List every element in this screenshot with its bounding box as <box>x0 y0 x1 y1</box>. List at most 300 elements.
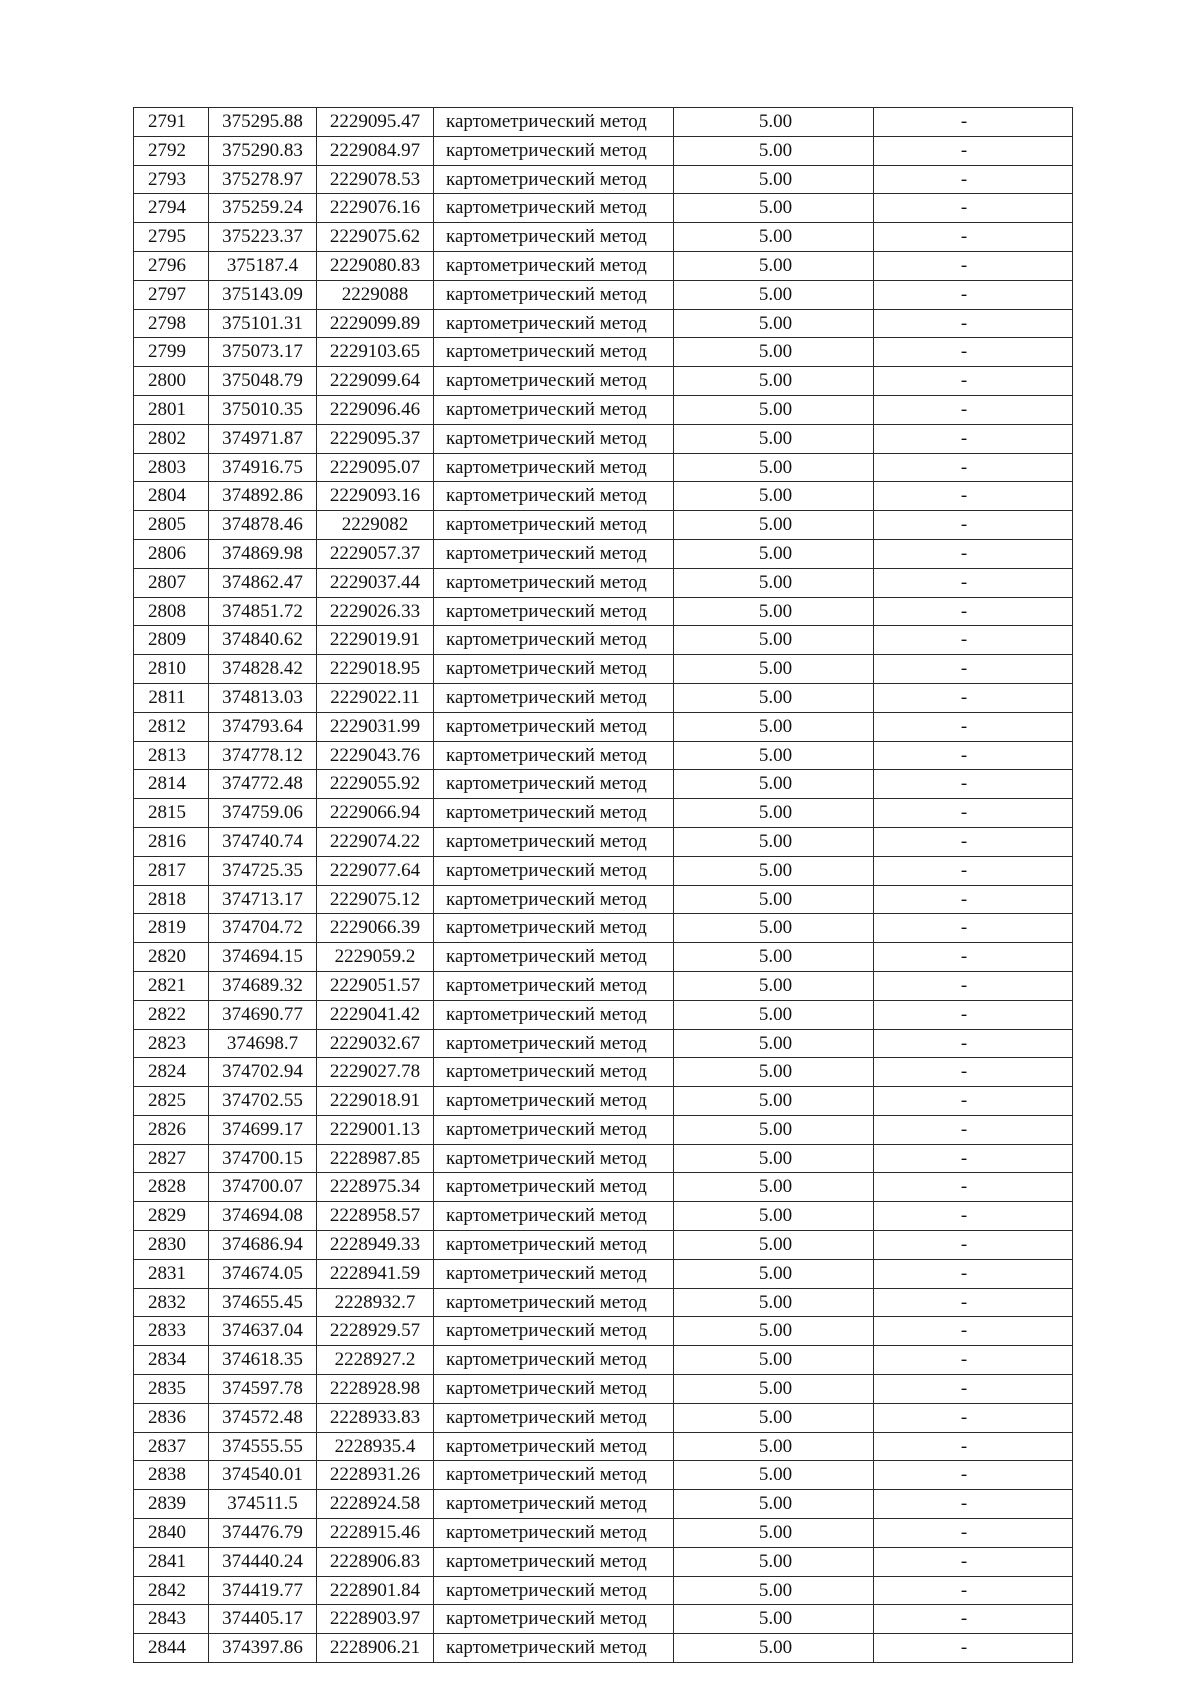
accuracy-cell: 5.00 <box>674 1087 874 1116</box>
point-number-cell: 2826 <box>134 1115 209 1144</box>
table-row <box>134 683 1073 712</box>
x-coordinate-cell: 375278.97 <box>209 165 317 194</box>
y-coordinate-cell: 2228906.21 <box>317 1634 434 1663</box>
method-cell: картометрический метод <box>434 539 674 568</box>
method-cell: картометрический метод <box>434 309 674 338</box>
y-coordinate-cell: 2229095.47 <box>317 108 434 137</box>
point-number-cell: 2841 <box>134 1547 209 1576</box>
method-cell: картометрический метод <box>434 712 674 741</box>
method-cell: картометрический метод <box>434 165 674 194</box>
accuracy-cell: 5.00 <box>674 1461 874 1490</box>
x-coordinate-cell: 374772.48 <box>209 770 317 799</box>
accuracy-cell: 5.00 <box>674 482 874 511</box>
description-cell: - <box>874 1231 1073 1260</box>
y-coordinate-cell: 2228949.33 <box>317 1231 434 1260</box>
point-number-cell: 2816 <box>134 827 209 856</box>
accuracy-cell: 5.00 <box>674 1403 874 1432</box>
y-coordinate-cell: 2228935.4 <box>317 1432 434 1461</box>
coordinates-table-body <box>134 108 1073 1663</box>
description-cell: - <box>874 1259 1073 1288</box>
accuracy-cell: 5.00 <box>674 1202 874 1231</box>
description-cell: - <box>874 165 1073 194</box>
x-coordinate-cell: 374694.08 <box>209 1202 317 1231</box>
method-cell: картометрический метод <box>434 626 674 655</box>
table-row <box>134 424 1073 453</box>
y-coordinate-cell: 2229055.92 <box>317 770 434 799</box>
point-number-cell: 2808 <box>134 597 209 626</box>
accuracy-cell: 5.00 <box>674 1259 874 1288</box>
description-cell: - <box>874 741 1073 770</box>
description-cell: - <box>874 856 1073 885</box>
point-number-cell: 2811 <box>134 683 209 712</box>
description-cell: - <box>874 424 1073 453</box>
point-number-cell: 2832 <box>134 1288 209 1317</box>
method-cell: картометрический метод <box>434 482 674 511</box>
y-coordinate-cell: 2229059.2 <box>317 943 434 972</box>
y-coordinate-cell: 2229057.37 <box>317 539 434 568</box>
accuracy-cell: 5.00 <box>674 626 874 655</box>
y-coordinate-cell: 2229018.91 <box>317 1087 434 1116</box>
description-cell: - <box>874 626 1073 655</box>
method-cell: картометрический метод <box>434 741 674 770</box>
table-row <box>134 511 1073 540</box>
point-number-cell: 2828 <box>134 1173 209 1202</box>
description-cell: - <box>874 943 1073 972</box>
y-coordinate-cell: 2229041.42 <box>317 1000 434 1029</box>
point-number-cell: 2817 <box>134 856 209 885</box>
point-number-cell: 2796 <box>134 251 209 280</box>
description-cell: - <box>874 395 1073 424</box>
table-row <box>134 136 1073 165</box>
table-row <box>134 712 1073 741</box>
point-number-cell: 2820 <box>134 943 209 972</box>
method-cell: картометрический метод <box>434 1029 674 1058</box>
y-coordinate-cell: 2229095.37 <box>317 424 434 453</box>
y-coordinate-cell: 2229080.83 <box>317 251 434 280</box>
accuracy-cell: 5.00 <box>674 395 874 424</box>
description-cell: - <box>874 1576 1073 1605</box>
x-coordinate-cell: 374690.77 <box>209 1000 317 1029</box>
table-row <box>134 741 1073 770</box>
table-row <box>134 338 1073 367</box>
y-coordinate-cell: 2229082 <box>317 511 434 540</box>
x-coordinate-cell: 375290.83 <box>209 136 317 165</box>
method-cell: картометрический метод <box>434 453 674 482</box>
method-cell: картометрический метод <box>434 1375 674 1404</box>
description-cell: - <box>874 108 1073 137</box>
point-number-cell: 2810 <box>134 655 209 684</box>
method-cell: картометрический метод <box>434 1403 674 1432</box>
accuracy-cell: 5.00 <box>674 453 874 482</box>
description-cell: - <box>874 1317 1073 1346</box>
x-coordinate-cell: 374555.55 <box>209 1432 317 1461</box>
point-number-cell: 2838 <box>134 1461 209 1490</box>
description-cell: - <box>874 1375 1073 1404</box>
point-number-cell: 2793 <box>134 165 209 194</box>
accuracy-cell: 5.00 <box>674 367 874 396</box>
method-cell: картометрический метод <box>434 194 674 223</box>
method-cell: картометрический метод <box>434 914 674 943</box>
method-cell: картометрический метод <box>434 1058 674 1087</box>
accuracy-cell: 5.00 <box>674 770 874 799</box>
point-number-cell: 2829 <box>134 1202 209 1231</box>
accuracy-cell: 5.00 <box>674 309 874 338</box>
description-cell: - <box>874 194 1073 223</box>
y-coordinate-cell: 2228906.83 <box>317 1547 434 1576</box>
accuracy-cell: 5.00 <box>674 1634 874 1663</box>
accuracy-cell: 5.00 <box>674 194 874 223</box>
accuracy-cell: 5.00 <box>674 655 874 684</box>
table-row <box>134 1605 1073 1634</box>
table-row <box>134 1432 1073 1461</box>
table-row <box>134 1634 1073 1663</box>
x-coordinate-cell: 374971.87 <box>209 424 317 453</box>
point-number-cell: 2819 <box>134 914 209 943</box>
point-number-cell: 2840 <box>134 1519 209 1548</box>
y-coordinate-cell: 2229076.16 <box>317 194 434 223</box>
description-cell: - <box>874 712 1073 741</box>
y-coordinate-cell: 2228941.59 <box>317 1259 434 1288</box>
y-coordinate-cell: 2229031.99 <box>317 712 434 741</box>
table-row <box>134 943 1073 972</box>
table-row <box>134 1144 1073 1173</box>
method-cell: картометрический метод <box>434 223 674 252</box>
point-number-cell: 2834 <box>134 1346 209 1375</box>
table-row <box>134 856 1073 885</box>
method-cell: картометрический метод <box>434 280 674 309</box>
x-coordinate-cell: 374862.47 <box>209 568 317 597</box>
table-row <box>134 1288 1073 1317</box>
y-coordinate-cell: 2229026.33 <box>317 597 434 626</box>
point-number-cell: 2807 <box>134 568 209 597</box>
y-coordinate-cell: 2229043.76 <box>317 741 434 770</box>
description-cell: - <box>874 280 1073 309</box>
table-row <box>134 223 1073 252</box>
accuracy-cell: 5.00 <box>674 1288 874 1317</box>
description-cell: - <box>874 136 1073 165</box>
x-coordinate-cell: 374828.42 <box>209 655 317 684</box>
x-coordinate-cell: 374713.17 <box>209 885 317 914</box>
method-cell: картометрический метод <box>434 799 674 828</box>
method-cell: картометрический метод <box>434 971 674 1000</box>
point-number-cell: 2830 <box>134 1231 209 1260</box>
method-cell: картометрический метод <box>434 338 674 367</box>
description-cell: - <box>874 971 1073 1000</box>
point-number-cell: 2835 <box>134 1375 209 1404</box>
accuracy-cell: 5.00 <box>674 511 874 540</box>
y-coordinate-cell: 2229103.65 <box>317 338 434 367</box>
description-cell: - <box>874 1288 1073 1317</box>
accuracy-cell: 5.00 <box>674 943 874 972</box>
accuracy-cell: 5.00 <box>674 1058 874 1087</box>
x-coordinate-cell: 375073.17 <box>209 338 317 367</box>
table-row <box>134 1519 1073 1548</box>
y-coordinate-cell: 2229077.64 <box>317 856 434 885</box>
method-cell: картометрический метод <box>434 1202 674 1231</box>
method-cell: картометрический метод <box>434 511 674 540</box>
point-number-cell: 2839 <box>134 1490 209 1519</box>
description-cell: - <box>874 1029 1073 1058</box>
x-coordinate-cell: 374778.12 <box>209 741 317 770</box>
x-coordinate-cell: 375295.88 <box>209 108 317 137</box>
x-coordinate-cell: 374700.07 <box>209 1173 317 1202</box>
table-row <box>134 280 1073 309</box>
method-cell: картометрический метод <box>434 568 674 597</box>
description-cell: - <box>874 309 1073 338</box>
description-cell: - <box>874 539 1073 568</box>
method-cell: картометрический метод <box>434 683 674 712</box>
description-cell: - <box>874 683 1073 712</box>
description-cell: - <box>874 914 1073 943</box>
y-coordinate-cell: 2228932.7 <box>317 1288 434 1317</box>
description-cell: - <box>874 482 1073 511</box>
y-coordinate-cell: 2229075.12 <box>317 885 434 914</box>
description-cell: - <box>874 1000 1073 1029</box>
coordinates-table <box>133 107 1073 1663</box>
y-coordinate-cell: 2229096.46 <box>317 395 434 424</box>
x-coordinate-cell: 374813.03 <box>209 683 317 712</box>
y-coordinate-cell: 2228901.84 <box>317 1576 434 1605</box>
method-cell: картометрический метод <box>434 395 674 424</box>
y-coordinate-cell: 2229095.07 <box>317 453 434 482</box>
point-number-cell: 2837 <box>134 1432 209 1461</box>
point-number-cell: 2836 <box>134 1403 209 1432</box>
description-cell: - <box>874 770 1073 799</box>
method-cell: картометрический метод <box>434 1346 674 1375</box>
table-row <box>134 1259 1073 1288</box>
point-number-cell: 2803 <box>134 453 209 482</box>
x-coordinate-cell: 374597.78 <box>209 1375 317 1404</box>
y-coordinate-cell: 2229027.78 <box>317 1058 434 1087</box>
table-row <box>134 395 1073 424</box>
x-coordinate-cell: 374405.17 <box>209 1605 317 1634</box>
description-cell: - <box>874 1058 1073 1087</box>
method-cell: картометрический метод <box>434 856 674 885</box>
accuracy-cell: 5.00 <box>674 1576 874 1605</box>
table-row <box>134 1375 1073 1404</box>
table-row <box>134 1000 1073 1029</box>
y-coordinate-cell: 2229099.89 <box>317 309 434 338</box>
y-coordinate-cell: 2229093.16 <box>317 482 434 511</box>
y-coordinate-cell: 2228903.97 <box>317 1605 434 1634</box>
accuracy-cell: 5.00 <box>674 136 874 165</box>
y-coordinate-cell: 2228915.46 <box>317 1519 434 1548</box>
point-number-cell: 2798 <box>134 309 209 338</box>
description-cell: - <box>874 1432 1073 1461</box>
x-coordinate-cell: 375048.79 <box>209 367 317 396</box>
y-coordinate-cell: 2229001.13 <box>317 1115 434 1144</box>
description-cell: - <box>874 1115 1073 1144</box>
point-number-cell: 2821 <box>134 971 209 1000</box>
point-number-cell: 2844 <box>134 1634 209 1663</box>
method-cell: картометрический метод <box>434 251 674 280</box>
point-number-cell: 2806 <box>134 539 209 568</box>
y-coordinate-cell: 2229022.11 <box>317 683 434 712</box>
y-coordinate-cell: 2228987.85 <box>317 1144 434 1173</box>
table-row <box>134 827 1073 856</box>
table-row <box>134 1576 1073 1605</box>
description-cell: - <box>874 1087 1073 1116</box>
accuracy-cell: 5.00 <box>674 1519 874 1548</box>
x-coordinate-cell: 374840.62 <box>209 626 317 655</box>
x-coordinate-cell: 374892.86 <box>209 482 317 511</box>
x-coordinate-cell: 374440.24 <box>209 1547 317 1576</box>
method-cell: картометрический метод <box>434 885 674 914</box>
table-row <box>134 1317 1073 1346</box>
point-number-cell: 2791 <box>134 108 209 137</box>
y-coordinate-cell: 2228924.58 <box>317 1490 434 1519</box>
accuracy-cell: 5.00 <box>674 597 874 626</box>
table-row <box>134 1231 1073 1260</box>
accuracy-cell: 5.00 <box>674 539 874 568</box>
table-row <box>134 194 1073 223</box>
accuracy-cell: 5.00 <box>674 1231 874 1260</box>
x-coordinate-cell: 374702.55 <box>209 1087 317 1116</box>
table-row <box>134 597 1073 626</box>
x-coordinate-cell: 375143.09 <box>209 280 317 309</box>
y-coordinate-cell: 2229051.57 <box>317 971 434 1000</box>
y-coordinate-cell: 2228933.83 <box>317 1403 434 1432</box>
table-row <box>134 1547 1073 1576</box>
x-coordinate-cell: 375187.4 <box>209 251 317 280</box>
description-cell: - <box>874 251 1073 280</box>
point-number-cell: 2818 <box>134 885 209 914</box>
accuracy-cell: 5.00 <box>674 424 874 453</box>
accuracy-cell: 5.00 <box>674 1173 874 1202</box>
x-coordinate-cell: 374916.75 <box>209 453 317 482</box>
y-coordinate-cell: 2229018.95 <box>317 655 434 684</box>
table-row <box>134 251 1073 280</box>
y-coordinate-cell: 2229032.67 <box>317 1029 434 1058</box>
point-number-cell: 2831 <box>134 1259 209 1288</box>
point-number-cell: 2794 <box>134 194 209 223</box>
method-cell: картометрический метод <box>434 597 674 626</box>
x-coordinate-cell: 374618.35 <box>209 1346 317 1375</box>
x-coordinate-cell: 375223.37 <box>209 223 317 252</box>
method-cell: картометрический метод <box>434 1605 674 1634</box>
point-number-cell: 2827 <box>134 1144 209 1173</box>
accuracy-cell: 5.00 <box>674 741 874 770</box>
table-row <box>134 971 1073 1000</box>
table-row <box>134 108 1073 137</box>
accuracy-cell: 5.00 <box>674 971 874 1000</box>
method-cell: картометрический метод <box>434 1461 674 1490</box>
table-row <box>134 1029 1073 1058</box>
table-row <box>134 1490 1073 1519</box>
accuracy-cell: 5.00 <box>674 223 874 252</box>
x-coordinate-cell: 374851.72 <box>209 597 317 626</box>
table-row <box>134 1403 1073 1432</box>
table-row <box>134 1202 1073 1231</box>
description-cell: - <box>874 885 1073 914</box>
method-cell: картометрический метод <box>434 108 674 137</box>
accuracy-cell: 5.00 <box>674 1144 874 1173</box>
y-coordinate-cell: 2228975.34 <box>317 1173 434 1202</box>
x-coordinate-cell: 374700.15 <box>209 1144 317 1173</box>
y-coordinate-cell: 2229066.39 <box>317 914 434 943</box>
method-cell: картометрический метод <box>434 367 674 396</box>
description-cell: - <box>874 1605 1073 1634</box>
accuracy-cell: 5.00 <box>674 885 874 914</box>
table-row <box>134 770 1073 799</box>
accuracy-cell: 5.00 <box>674 1547 874 1576</box>
method-cell: картометрический метод <box>434 1173 674 1202</box>
table-row <box>134 1058 1073 1087</box>
accuracy-cell: 5.00 <box>674 827 874 856</box>
y-coordinate-cell: 2229088 <box>317 280 434 309</box>
accuracy-cell: 5.00 <box>674 1605 874 1634</box>
accuracy-cell: 5.00 <box>674 683 874 712</box>
method-cell: картометрический метод <box>434 1519 674 1548</box>
point-number-cell: 2797 <box>134 280 209 309</box>
x-coordinate-cell: 375259.24 <box>209 194 317 223</box>
point-number-cell: 2822 <box>134 1000 209 1029</box>
accuracy-cell: 5.00 <box>674 1029 874 1058</box>
point-number-cell: 2843 <box>134 1605 209 1634</box>
x-coordinate-cell: 374511.5 <box>209 1490 317 1519</box>
table-row <box>134 1461 1073 1490</box>
y-coordinate-cell: 2229099.64 <box>317 367 434 396</box>
table-row <box>134 165 1073 194</box>
method-cell: картометрический метод <box>434 424 674 453</box>
accuracy-cell: 5.00 <box>674 165 874 194</box>
x-coordinate-cell: 374759.06 <box>209 799 317 828</box>
x-coordinate-cell: 374704.72 <box>209 914 317 943</box>
point-number-cell: 2814 <box>134 770 209 799</box>
x-coordinate-cell: 374674.05 <box>209 1259 317 1288</box>
x-coordinate-cell: 374694.15 <box>209 943 317 972</box>
x-coordinate-cell: 374702.94 <box>209 1058 317 1087</box>
description-cell: - <box>874 367 1073 396</box>
table-row <box>134 1346 1073 1375</box>
method-cell: картометрический метод <box>434 943 674 972</box>
point-number-cell: 2795 <box>134 223 209 252</box>
x-coordinate-cell: 374689.32 <box>209 971 317 1000</box>
description-cell: - <box>874 1519 1073 1548</box>
method-cell: картометрический метод <box>434 1547 674 1576</box>
x-coordinate-cell: 374686.94 <box>209 1231 317 1260</box>
description-cell: - <box>874 597 1073 626</box>
description-cell: - <box>874 338 1073 367</box>
point-number-cell: 2809 <box>134 626 209 655</box>
description-cell: - <box>874 655 1073 684</box>
method-cell: картометрический метод <box>434 1576 674 1605</box>
y-coordinate-cell: 2229066.94 <box>317 799 434 828</box>
accuracy-cell: 5.00 <box>674 1317 874 1346</box>
y-coordinate-cell: 2228931.26 <box>317 1461 434 1490</box>
accuracy-cell: 5.00 <box>674 568 874 597</box>
description-cell: - <box>874 1461 1073 1490</box>
accuracy-cell: 5.00 <box>674 856 874 885</box>
method-cell: картометрический метод <box>434 1317 674 1346</box>
method-cell: картометрический метод <box>434 1490 674 1519</box>
x-coordinate-cell: 374725.35 <box>209 856 317 885</box>
point-number-cell: 2825 <box>134 1087 209 1116</box>
point-number-cell: 2804 <box>134 482 209 511</box>
x-coordinate-cell: 374476.79 <box>209 1519 317 1548</box>
table-row <box>134 539 1073 568</box>
x-coordinate-cell: 374740.74 <box>209 827 317 856</box>
y-coordinate-cell: 2229075.62 <box>317 223 434 252</box>
description-cell: - <box>874 1547 1073 1576</box>
point-number-cell: 2799 <box>134 338 209 367</box>
y-coordinate-cell: 2229019.91 <box>317 626 434 655</box>
accuracy-cell: 5.00 <box>674 799 874 828</box>
table-row <box>134 799 1073 828</box>
x-coordinate-cell: 374699.17 <box>209 1115 317 1144</box>
accuracy-cell: 5.00 <box>674 1490 874 1519</box>
point-number-cell: 2802 <box>134 424 209 453</box>
